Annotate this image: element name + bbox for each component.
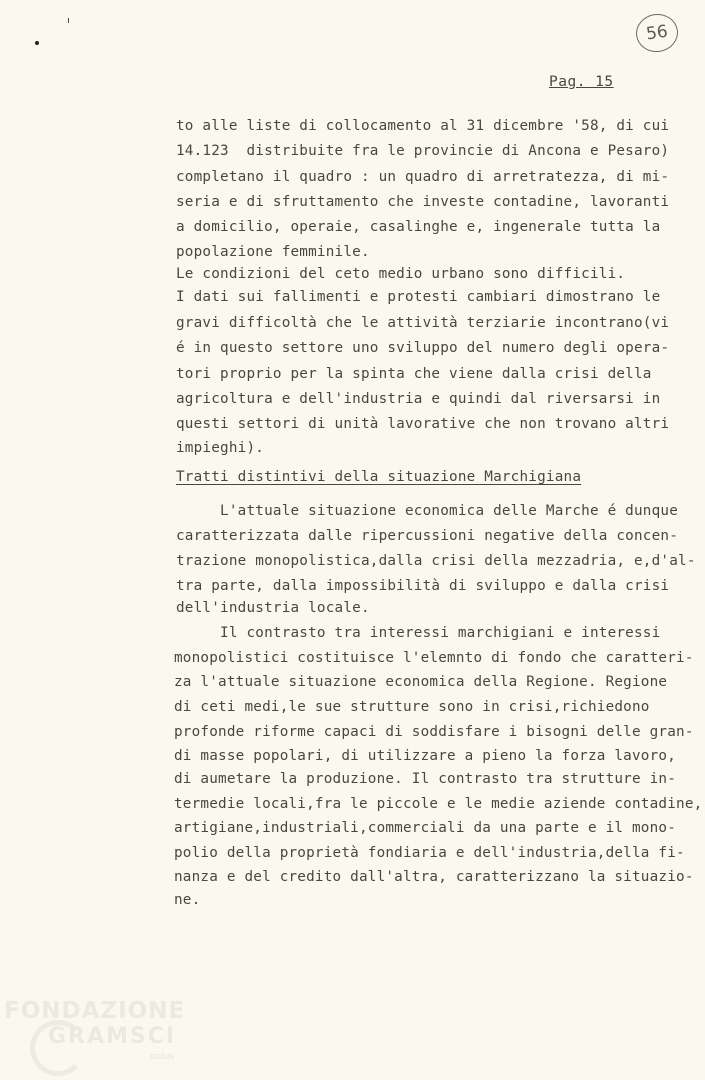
text-line: di masse popolari, di utilizzare a pieno la forza lavoro,: [174, 748, 677, 764]
section-heading: Tratti distintivi della situazione Marchigiana: [176, 469, 582, 485]
text-line: di aumetare la produzione. Il contrasto tra strutture in-: [174, 771, 677, 787]
text-line: artigiane,industriali,commerciali da una parte e il mono-: [174, 820, 677, 836]
text-line: to alle liste di collocamento al 31 dicembre '58, di cui: [176, 118, 670, 134]
text-line: I dati sui fallimenti e protesti cambiari dimostrano le: [176, 289, 661, 305]
text-line: questi settori di unità lavorative che non trovano altri: [176, 416, 670, 432]
text-line: é in questo settore uno sviluppo del numero degli opera-: [176, 340, 670, 356]
text-line: impieghi).: [176, 440, 265, 456]
text-line: monopolistici costituisce l'elemnto di fondo che caratteri-: [174, 650, 694, 666]
text-line: popolazione femminile.: [176, 244, 370, 260]
text-line: L'attuale situazione economica delle Marche é dunque: [176, 503, 679, 519]
watermark-line-1: FONDAZIONE: [4, 998, 186, 1024]
text-line: Le condizioni del ceto medio urbano sono difficili.: [176, 266, 626, 282]
text-line: ne.: [174, 892, 201, 908]
text-line: a domicilio, operaie, casalinghe e, ingenerale tutta la: [176, 219, 661, 235]
text-line: profonde riforme capaci di soddisfare i bisogni delle gran-: [174, 724, 694, 740]
page-number: Pag. 15: [549, 74, 614, 90]
text-line: completano il quadro : un quadro di arretratezza, di mi-: [176, 169, 670, 185]
text-line: seria e di sfruttamento che investe contadine, lavoranti: [176, 194, 670, 210]
text-line: caratterizzata dalle ripercussioni negative della concen-: [176, 528, 679, 544]
text-line: termedie locali,fra le piccole e le medie aziende contadine,: [174, 796, 703, 812]
text-line: tra parte, dalla impossibilità di sviluppo e dalla crisi: [176, 578, 670, 594]
text-line: nanza e del credito dall'altra, caratterizzano la situazio-: [174, 869, 694, 885]
watermark-line-2: GRAMSCI: [48, 1024, 177, 1049]
text-line: tori proprio per la spinta che viene dalla crisi della: [176, 366, 652, 382]
text-line: polio della proprietà fondiaria e dell'industria,della fi-: [174, 845, 685, 861]
archive-page-stamp: [634, 11, 681, 54]
text-line: za l'attuale situazione economica della Regione. Regione: [174, 674, 668, 690]
ink-dot: [35, 41, 39, 45]
stamp-number: 56: [644, 21, 670, 45]
watermark-sub: onlus: [150, 1052, 175, 1062]
watermark: [4, 1000, 185, 1048]
text-line: trazione monopolistica,dalla crisi della mezzadria, e,d'al-: [176, 553, 696, 569]
text-line: di ceti medi,le sue strutture sono in crisi,richiedono: [174, 699, 650, 715]
text-line: dell'industria locale.: [176, 600, 370, 616]
ink-tick: [68, 18, 69, 23]
text-line: 14.123 distribuite fra le provincie di Ancona e Pesaro): [176, 143, 670, 159]
text-line: agricoltura e dell'industria e quindi dal riversarsi in: [176, 391, 661, 407]
text-line: Il contrasto tra interessi marchigiani e interessi: [176, 625, 661, 641]
text-line: gravi difficoltà che le attività terziarie incontrano(vi: [176, 315, 670, 331]
